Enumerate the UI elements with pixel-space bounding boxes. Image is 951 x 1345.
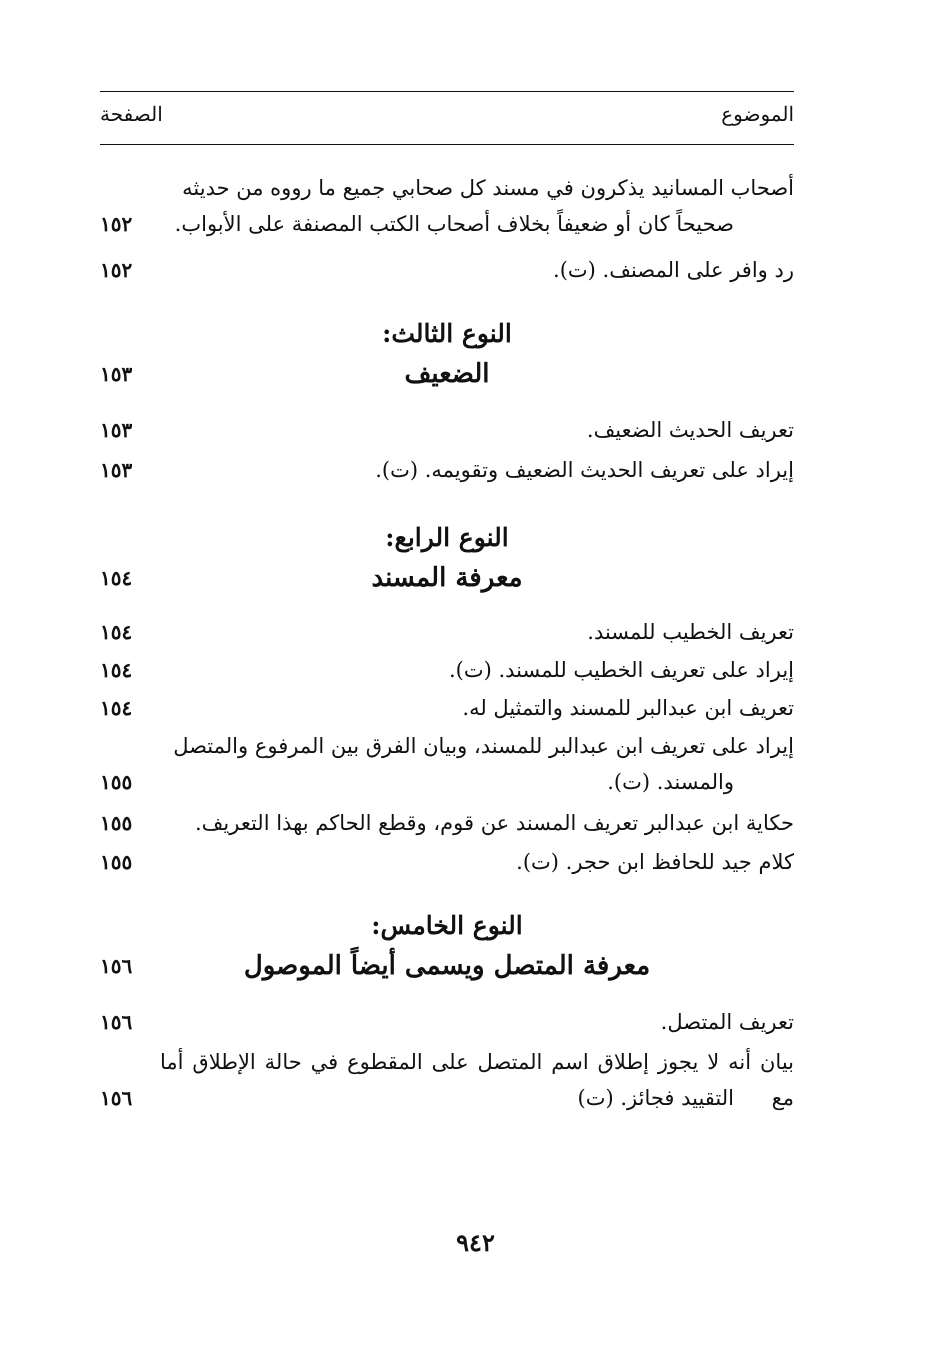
entry-page-number: ١٥٥ [100,850,133,874]
toc-entry [100,412,794,448]
topic-column-label: الموضوع [721,102,794,126]
entry-page-number: ١٥٤ [100,620,133,644]
entry-page-number: ١٥٣ [100,458,133,482]
section-heading-3 [100,314,794,394]
toc-entry [100,805,794,841]
toc-entry [100,252,794,288]
entry-text: تعريف الخطيب للمسند. [587,620,794,644]
toc-entry [100,652,794,688]
toc-entry [100,1044,794,1116]
entry-page-number: ١٥٦ [100,1010,133,1034]
entry-page-number: ١٥٣ [100,418,133,442]
section-title: الضعيف [404,359,490,389]
section-type: النوع الرابع: [385,523,509,552]
entry-text: حكاية ابن عبدالبر تعريف المسند عن قوم، وقطع الحاكم بهذا التعريف. [194,811,794,835]
toc-entry [100,728,794,800]
entry-text-line: بيان أنه لا يجوز إطلاق اسم المتصل على المقطوع في حالة الإطلاق أما مع [160,1050,794,1110]
entry-text-line: والمسند. (ت). [607,770,734,794]
entry-text: رد وافر على المصنف. (ت). [553,258,794,282]
entry-text: تعريف المتصل. [660,1010,794,1034]
header-top-rule [100,91,794,92]
entry-text-line: إيراد على تعريف ابن عبدالبر للمسند، وبيان الفرق بين المرفوع والمتصل [173,734,794,758]
entry-text-line: أصحاب المسانيد يذكرون في مسند كل صحابي جميع ما رووه من حديثه [182,176,794,200]
entry-text: كلام جيد للحافظ ابن حجر. (ت). [516,850,794,874]
entry-page-number: ١٥٦ [100,1086,133,1110]
entry-text: تعريف ابن عبدالبر للمسند والتمثيل له. [462,696,794,720]
toc-entry [100,614,794,650]
header-bottom-rule [100,144,794,145]
section-title: معرفة المسند [371,563,523,593]
section-heading-4 [100,518,794,598]
toc-entry [100,170,794,242]
entry-text: إيراد على تعريف الخطيب للمسند. (ت). [448,658,794,682]
page-column-label: الصفحة [100,102,163,126]
toc-entry [100,452,794,488]
toc-entry [100,844,794,880]
section-page-number: ١٥٤ [100,566,133,590]
entry-page-number: ١٥٥ [100,770,133,794]
toc-entry [100,1004,794,1040]
entry-page-number: ١٥٢ [100,258,133,282]
entry-page-number: ١٥٤ [100,658,133,682]
section-title: معرفة المتصل ويسمى أيضاً الموصول [243,951,651,981]
section-page-number: ١٥٦ [100,954,133,978]
toc-entry [100,690,794,726]
entry-text: تعريف الحديث الضعيف. [586,418,794,442]
entry-page-number: ١٥٢ [100,212,133,236]
table-header [100,98,794,144]
section-type: النوع الثالث: [382,319,512,348]
entry-page-number: ١٥٥ [100,811,133,835]
entry-text-line: صحيحاً كان أو ضعيفاً بخلاف أصحاب الكتب المصنفة على الأبواب. [174,212,734,236]
section-type: النوع الخامس: [371,911,523,940]
entry-page-number: ١٥٤ [100,696,133,720]
section-page-number: ١٥٣ [100,362,133,386]
entry-text-line: التقييد فجائز. (ت) [577,1086,734,1110]
page-folio-number: ٩٤٢ [456,1228,495,1257]
section-heading-5 [100,906,794,986]
entry-text: إيراد على تعريف الحديث الضعيف وتقويمه. (ت). [375,458,794,482]
